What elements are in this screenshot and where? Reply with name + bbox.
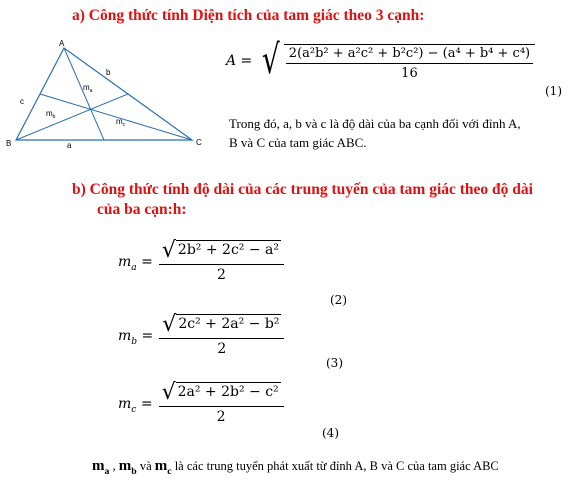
median-a-formula <box>118 240 284 283</box>
vertex-b-label: B <box>6 139 12 148</box>
median-b-label <box>46 109 56 120</box>
median-c-label-m: m <box>116 117 123 126</box>
median-b-numerator: 2c² + 2a² − b² <box>176 314 281 336</box>
sqrt-symbol: √ <box>262 37 280 83</box>
area-formula-denominator: 16 <box>401 66 418 81</box>
median-c-label <box>116 117 126 128</box>
median-c-numerator: 2a² + 2b² − c² <box>176 382 281 404</box>
median-b-line <box>16 94 128 140</box>
area-description <box>229 114 579 152</box>
eq-number-4: (4) <box>322 426 339 440</box>
side-c-label: c <box>20 97 24 106</box>
median-b-formula <box>118 314 284 357</box>
median-b-denominator: 2 <box>217 341 227 357</box>
eq-number-2: (2) <box>330 293 347 307</box>
median-c-label-sub: c <box>122 122 126 128</box>
side-b-label: b <box>106 68 111 77</box>
area-formula-sqrt <box>258 37 535 83</box>
eq-number-1: (1) <box>545 84 562 98</box>
sqrt-symbol: √ <box>161 380 176 405</box>
area-formula-lhs: A = <box>226 52 253 69</box>
section-b-heading <box>72 180 582 220</box>
triangle-outline <box>16 48 192 140</box>
area-formula <box>226 37 535 83</box>
median-a-lhs: $m_a$ = <box>118 253 153 273</box>
section-a-heading: a) Công thức tính Diện tích của tam giác theo 3 cạnh: <box>72 7 425 24</box>
median-a-denominator: 2 <box>216 267 226 283</box>
vertex-a-label: A <box>59 39 65 48</box>
median-a-label-sub: a <box>89 88 93 94</box>
section-b-heading-line2: của ba cạn:h: <box>97 201 187 218</box>
area-formula-numerator: 2(a²b² + a²c² + b²c²) − (a⁴ + b⁴ + c⁴) <box>288 46 531 61</box>
sqrt-symbol: √ <box>162 312 177 337</box>
side-a-label: a <box>67 141 72 148</box>
median-c-lhs: $m_c$ = <box>118 395 153 415</box>
triangle-diagram <box>6 38 206 148</box>
median-a-label <box>83 83 93 94</box>
section-b-heading-line1: b) Công thức tính độ dài của các trung tuyến của tam giác theo độ dài <box>72 181 533 198</box>
footer-note: $m_a$ , $m_b$ và $m_c$ là các trung tuyến phát xuất từ đỉnh A, B và C của tam giác ABC <box>92 458 499 477</box>
area-description-line2: B và C của tam giác ABC. <box>229 135 367 150</box>
median-a-label-m: m <box>83 83 90 92</box>
vertex-c-label: C <box>196 138 202 147</box>
eq-number-3: (3) <box>326 356 343 370</box>
median-b-label-m: m <box>46 109 53 118</box>
sqrt-symbol: √ <box>161 238 176 263</box>
median-c-formula <box>118 382 284 425</box>
median-a-numerator: 2b² + 2c² − a² <box>176 240 281 262</box>
area-description-line1: Trong đó, a, b và c là độ dài của ba cạnh đối với đỉnh A, <box>229 116 521 131</box>
median-b-label-sub: b <box>52 114 56 120</box>
median-c-denominator: 2 <box>216 409 226 425</box>
median-b-lhs: $m_b$ = <box>118 327 154 347</box>
